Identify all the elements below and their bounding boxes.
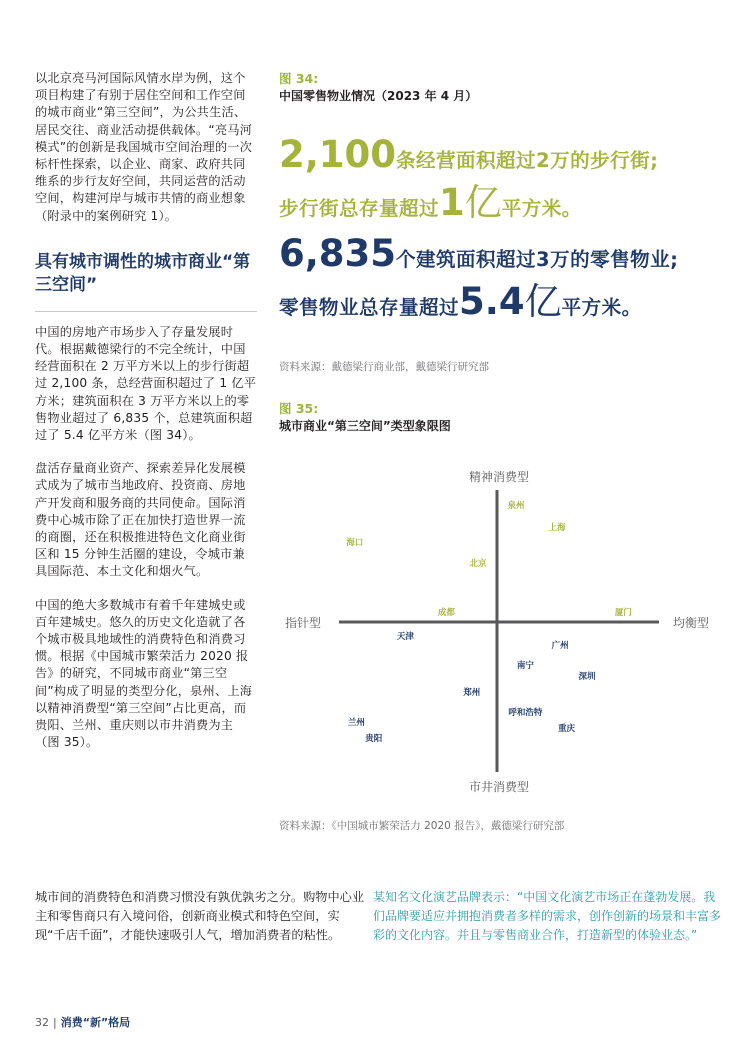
left-column: [35, 70, 257, 768]
figure-35-label: 图 35:: [279, 401, 319, 416]
stat-line-3: [279, 232, 709, 275]
footer-separator: |: [53, 1016, 57, 1029]
city-label-0: 泉州: [507, 500, 525, 511]
axis-label-bottom: 市井消费型: [469, 780, 530, 794]
page-footer: [35, 1014, 130, 1030]
stat-line-2-post: 平方米。: [501, 197, 582, 220]
stat-1-unit: 亿: [464, 181, 502, 224]
figure-35-source: 资料来源：《中国城市繁荣活力 2020 报告》，戴德梁行研究部: [279, 820, 565, 832]
stat-line-4-post: 平方米。: [561, 296, 642, 319]
quadrant-axes: [279, 462, 719, 802]
figure-34: [279, 70, 709, 435]
figure-34-source: 资料来源：戴德梁行商业部，戴德梁行研究部: [279, 361, 489, 373]
stat-5-4-unit: 亿: [524, 280, 562, 323]
city-label-1: 上海: [548, 523, 566, 533]
paragraph-stock-market: 中国的房地产市场步入了存量发展时代。根据戴德梁行的不完全统计，中国经营面积在 2 万平方米以上的步行街超过 2,100 条，总经营面积超过了 1 亿平方米；建筑面积在 3 万平方米以上的零售物业超过了 6,835 个，总建筑面积超过了 5.4 亿平方米（图 34）。: [35, 324, 257, 443]
city-label-13: 重庆: [558, 724, 576, 735]
paragraph-conclusion: 城市间的消费特色和消费习惯没有孰优孰劣之分。购物中心业主和零售商只有入境问俗，创新商业模式和特色空间，实现“千店千面”，才能快速吸引人气，增加消费者的粘性。: [35, 890, 365, 942]
city-label-4: 成都: [437, 608, 455, 618]
city-label-7: 广州: [551, 640, 569, 651]
figure-34-title: 中国零售物业情况（2023 年 4 月）: [279, 89, 478, 103]
axis-label-right: 均衡型: [673, 616, 710, 630]
axis-label-left: 指针型: [285, 616, 322, 630]
city-label-6: 天津: [396, 631, 414, 642]
figure-35-title: 城市商业“第三空间”类型象限图: [279, 419, 451, 433]
figure-34-label: 图 34:: [279, 71, 319, 86]
page-number: 32: [35, 1016, 49, 1029]
city-label-5: 厦门: [614, 608, 632, 618]
section-divider: [35, 311, 257, 312]
axis-label-top: 精神消费型: [469, 470, 530, 484]
city-label-11: 呼和浩特: [508, 708, 543, 718]
stat-6835: 6,835: [279, 232, 397, 275]
city-label-2: 海口: [346, 538, 364, 548]
paragraph-liangmahe: 以北京亮马河国际风情水岸为例，这个项目构建了有别于居住空间和工作空间的城市商业“第三空间”，为公共生活、居民交往、商业活动提供载体。“亮马河模式”的创新是我国城市空间治理的一次标杆性探索，以企业、商家、政府共同维系的步行友好空间，共同运营的活动空间，构建河岸与城市共情的商业想象（附录中的案例研究 1）。: [35, 71, 253, 223]
stat-1: 1: [439, 181, 465, 224]
city-label-14: 贵阳: [365, 734, 383, 745]
paragraph-city-history: 中国的绝大多数城市有着千年建城史或百年建城史。悠久的历史文化造就了各个城市极具地域性的消费特色和消费习惯。根据《中国城市繁荣活力 2020 报告》的研究，不同城市商业“第三空间”构成了明显的类型分化，泉州、上海以精神消费型“第三空间”占比更高，而贵阳、兰州、重庆则以市井消费为主（图 35）。: [35, 597, 253, 750]
city-label-12: 兰州: [347, 718, 365, 728]
stat-6835-text: 个建筑面积超过3万的零售物业;: [396, 248, 679, 271]
stat-line-1: [279, 133, 709, 176]
paragraph-revitalize: 盘活存量商业资产、探索差异化发展模式成为了城市当地政府、投资商、房地产开发商和服务商的共同使命。国际消费中心城市除了正在加快打造世界一流的商圈，还在积极推进特色文化商业街区和 15 分钟生活圈的建设，令城市兼具国际范、本土文化和烟火气。: [35, 461, 246, 579]
stat-line-4-pre: 零售物业总存量超过: [279, 296, 460, 319]
stat-5-4: 5.4: [459, 280, 525, 323]
quadrant-chart: [279, 462, 719, 802]
city-label-3: 北京: [469, 559, 487, 570]
section-heading: 具有城市调性的城市商业“第三空间”: [35, 251, 251, 295]
city-label-9: 深圳: [578, 671, 596, 682]
stat-2100: 2,100: [279, 133, 397, 176]
city-label-8: 南宁: [516, 660, 534, 671]
pull-quote: 某知名文化演艺品牌表示：“中国文化演艺市场正在蓬勃发展。我们品牌要适应并拥抱消费者多样的需求，创作创新的场景和丰富多彩的文化内容。并且与零售商业合作，打造新型的体验业态。”: [373, 890, 722, 942]
stat-2100-text: 条经营面积超过2万的步行街;: [396, 149, 659, 172]
footer-title: 消费“新”格局: [60, 1016, 131, 1029]
stat-line-2-pre: 步行街总存量超过: [279, 197, 440, 220]
city-label-10: 郑州: [463, 688, 481, 698]
stat-line-2: [279, 172, 709, 226]
stat-line-4: [279, 271, 709, 325]
